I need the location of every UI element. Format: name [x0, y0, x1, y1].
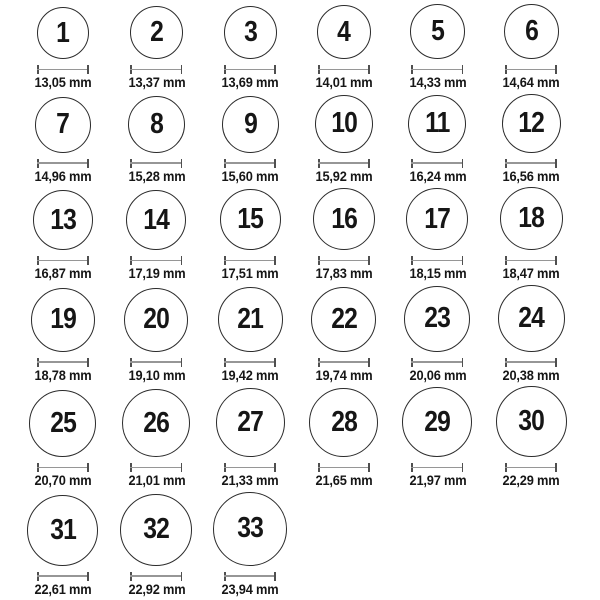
ring-circle [216, 388, 285, 457]
diameter-ruler [130, 463, 182, 472]
diameter-label: 18,15 mm [409, 266, 466, 282]
ring-circle [410, 4, 465, 59]
diameter-ruler [411, 463, 463, 472]
ring-size-cell [391, 286, 485, 387]
ruler-line [224, 260, 276, 262]
ruler-right-tick [462, 358, 464, 367]
diameter-label: 17,83 mm [315, 266, 373, 282]
diameter-label: 19,74 mm [315, 367, 373, 383]
ruler-right-tick [181, 572, 183, 581]
diameter-ruler [37, 463, 89, 472]
ring-circle [31, 288, 95, 352]
ruler-right-tick [555, 358, 557, 367]
ring-size-cell [203, 6, 297, 94]
diameter-label: 14,01 mm [315, 75, 373, 90]
ring-size-number: 9 [243, 107, 257, 140]
ruler-line [318, 69, 370, 71]
ring-size-cell [110, 288, 204, 387]
ruler-line [411, 260, 463, 262]
ring-size-number: 15 [237, 203, 264, 236]
diameter-ruler [130, 358, 182, 367]
ring-circle [29, 390, 96, 457]
ruler-right-tick [462, 65, 464, 74]
ruler-line [130, 467, 182, 469]
ruler-line [130, 69, 182, 71]
ring-circle [122, 389, 190, 457]
ring-size-number: 6 [524, 15, 538, 47]
ring-circle [496, 386, 567, 457]
diameter-label: 14,64 mm [502, 75, 560, 90]
ring-size-cell [203, 492, 297, 600]
diameter-ruler [37, 572, 89, 581]
ring-size-number: 2 [150, 16, 163, 48]
ring-size-cell [297, 188, 391, 285]
ring-size-cell [16, 97, 110, 188]
diameter-label: 18,47 mm [502, 266, 560, 282]
ring-circle [502, 94, 561, 153]
diameter-ruler [411, 358, 463, 367]
diameter-ruler [224, 572, 276, 581]
diameter-label: 16,56 mm [502, 168, 560, 184]
ruler-line [505, 361, 557, 363]
diameter-label: 14,33 mm [409, 75, 466, 90]
ruler-line [505, 260, 557, 262]
ruler-line [37, 162, 89, 164]
ruler-right-tick [555, 256, 557, 265]
diameter-ruler [505, 256, 557, 265]
ruler-line [411, 162, 463, 164]
ruler-line [224, 162, 276, 164]
diameter-ruler [37, 65, 89, 74]
ring-size-number: 4 [337, 15, 351, 48]
ring-circle [213, 492, 287, 566]
ring-circle [218, 287, 283, 352]
ring-size-cell [297, 5, 391, 94]
ring-size-number: 20 [143, 303, 170, 336]
diameter-ruler [224, 159, 276, 168]
diameter-label: 13,05 mm [34, 75, 92, 90]
ring-size-number: 31 [49, 513, 76, 546]
diameter-label: 20,70 mm [34, 473, 92, 489]
diameter-label: 19,42 mm [221, 367, 279, 383]
ring-circle [27, 495, 98, 566]
ring-circle [37, 7, 89, 59]
ruler-line [318, 260, 370, 262]
ruler-right-tick [181, 358, 183, 367]
diameter-label: 21,01 mm [128, 473, 185, 489]
diameter-label: 21,97 mm [409, 473, 466, 489]
ring-size-number: 11 [425, 107, 450, 140]
ring-size-cell [110, 494, 204, 600]
ruler-line [224, 69, 276, 71]
ring-size-cell [391, 188, 485, 285]
ruler-line [37, 575, 89, 577]
diameter-ruler [224, 463, 276, 472]
ring-size-cell [484, 4, 578, 94]
ring-size-number: 22 [330, 302, 357, 335]
ring-size-cell [391, 4, 485, 94]
diameter-ruler [318, 256, 370, 265]
ring-size-number: 21 [237, 302, 264, 335]
diameter-label: 19,10 mm [128, 367, 185, 383]
ruler-line [130, 575, 182, 577]
ring-size-cell [203, 287, 297, 387]
ring-circle [126, 190, 186, 250]
ruler-line [318, 467, 370, 469]
diameter-ruler [130, 572, 182, 581]
ruler-line [411, 69, 463, 71]
ruler-right-tick [181, 65, 183, 74]
diameter-ruler [505, 463, 557, 472]
diameter-ruler [318, 358, 370, 367]
ruler-line [505, 467, 557, 469]
ring-size-number: 16 [330, 202, 357, 235]
ring-size-cell [16, 190, 110, 285]
ring-circle [408, 95, 466, 153]
diameter-label: 15,60 mm [221, 168, 279, 184]
ruler-right-tick [368, 65, 370, 74]
diameter-label: 14,96 mm [34, 168, 92, 184]
diameter-label: 16,24 mm [409, 168, 466, 184]
diameter-ruler [411, 65, 463, 74]
ruler-line [224, 467, 276, 469]
ring-size-number: 17 [424, 202, 451, 235]
ruler-right-tick [274, 65, 276, 74]
ring-circle [311, 287, 376, 352]
ruler-right-tick [87, 358, 89, 367]
ring-size-cell [484, 386, 578, 492]
diameter-ruler [130, 159, 182, 168]
ring-size-cell [110, 190, 204, 285]
ruler-right-tick [555, 159, 557, 168]
ring-size-number: 29 [424, 405, 451, 438]
diameter-ruler [411, 256, 463, 265]
ring-size-cell [16, 7, 110, 94]
ring-size-number: 3 [243, 16, 257, 48]
ring-circle [315, 95, 373, 153]
diameter-label: 17,19 mm [128, 266, 185, 282]
diameter-label: 21,65 mm [315, 473, 373, 489]
diameter-ruler [505, 358, 557, 367]
diameter-label: 22,61 mm [34, 581, 92, 597]
ring-size-number: 1 [56, 16, 70, 49]
ring-size-number: 13 [49, 203, 76, 236]
ruler-line [224, 575, 276, 577]
ruler-right-tick [87, 572, 89, 581]
ruler-right-tick [87, 463, 89, 472]
diameter-ruler [505, 159, 557, 168]
diameter-label: 22,29 mm [502, 473, 560, 489]
diameter-ruler [224, 358, 276, 367]
diameter-ruler [224, 256, 276, 265]
ring-circle [222, 96, 279, 153]
diameter-label: 22,92 mm [128, 581, 185, 597]
ruler-right-tick [274, 463, 276, 472]
ruler-line [37, 260, 89, 262]
ring-circle [124, 288, 188, 352]
ring-circle [224, 6, 277, 59]
ring-size-cell [203, 388, 297, 492]
ruler-line [505, 69, 557, 71]
diameter-label: 15,28 mm [128, 168, 185, 184]
ring-size-number: 23 [424, 302, 451, 335]
ring-size-number: 28 [330, 406, 357, 439]
ruler-right-tick [555, 463, 557, 472]
diameter-ruler [130, 65, 182, 74]
ring-size-number: 7 [56, 108, 70, 141]
ruler-right-tick [181, 463, 183, 472]
ring-size-number: 25 [49, 407, 76, 440]
diameter-ruler [318, 159, 370, 168]
ring-size-cell [203, 189, 297, 285]
diameter-label: 15,92 mm [315, 168, 373, 184]
diameter-label: 20,06 mm [409, 367, 466, 383]
ring-circle [317, 5, 371, 59]
ruler-right-tick [368, 358, 370, 367]
ring-circle [128, 96, 185, 153]
ruler-line [318, 361, 370, 363]
ruler-line [224, 361, 276, 363]
diameter-ruler [224, 65, 276, 74]
ruler-line [505, 162, 557, 164]
ring-size-cell [484, 94, 578, 188]
ruler-line [130, 361, 182, 363]
diameter-label: 13,69 mm [221, 75, 279, 90]
ring-size-cell [391, 387, 485, 492]
diameter-label: 13,37 mm [128, 75, 185, 90]
ring-circle [130, 6, 183, 59]
ring-circle [402, 387, 472, 457]
ruler-right-tick [462, 256, 464, 265]
ring-size-number: 33 [237, 512, 264, 545]
diameter-label: 20,38 mm [502, 367, 560, 383]
ruler-right-tick [87, 256, 89, 265]
ring-size-number: 26 [143, 406, 170, 439]
ring-size-number: 18 [518, 202, 545, 235]
ruler-line [37, 467, 89, 469]
diameter-ruler [130, 256, 182, 265]
diameter-ruler [318, 65, 370, 74]
ring-size-cell [16, 288, 110, 387]
ring-circle [406, 188, 468, 250]
ring-size-number: 8 [150, 107, 163, 140]
ring-size-number: 32 [143, 513, 170, 546]
ruler-line [130, 260, 182, 262]
ruler-right-tick [368, 463, 370, 472]
ruler-line [37, 69, 89, 71]
diameter-ruler [411, 159, 463, 168]
ruler-line [411, 361, 463, 363]
ring-circle [313, 188, 375, 250]
ring-size-cell [391, 95, 485, 188]
diameter-label: 17,51 mm [221, 266, 279, 282]
ring-circle [498, 285, 565, 352]
ring-size-cell [484, 285, 578, 387]
ruler-line [37, 361, 89, 363]
ring-circle [404, 286, 470, 352]
ring-size-cell [16, 495, 110, 600]
ring-size-number: 30 [518, 405, 545, 438]
ruler-right-tick [181, 256, 183, 265]
ruler-right-tick [274, 256, 276, 265]
ruler-right-tick [274, 572, 276, 581]
ring-circle [504, 4, 559, 59]
ruler-right-tick [462, 159, 464, 168]
diameter-label: 21,33 mm [221, 473, 279, 489]
ring-circle [35, 97, 91, 153]
ring-size-number: 5 [431, 15, 444, 47]
ruler-right-tick [368, 159, 370, 168]
diameter-label: 23,94 mm [221, 581, 279, 597]
ring-size-number: 12 [518, 106, 545, 139]
diameter-label: 16,87 mm [34, 266, 92, 282]
ring-circle [120, 494, 192, 566]
ruler-right-tick [555, 65, 557, 74]
ring-size-cell [110, 6, 204, 94]
ring-size-cell [297, 287, 391, 387]
ruler-right-tick [368, 256, 370, 265]
ruler-line [411, 467, 463, 469]
ring-size-cell [16, 390, 110, 492]
ring-size-number: 24 [518, 301, 545, 334]
ring-size-cell [484, 187, 578, 285]
ruler-line [318, 162, 370, 164]
ruler-right-tick [181, 159, 183, 168]
ring-size-number: 27 [237, 406, 264, 439]
ring-circle [220, 189, 281, 250]
ring-size-cell [297, 388, 391, 492]
ring-size-number: 19 [49, 303, 76, 336]
ruler-right-tick [87, 65, 89, 74]
ruler-right-tick [274, 159, 276, 168]
ring-size-number: 10 [330, 107, 357, 140]
diameter-label: 18,78 mm [34, 367, 92, 383]
diameter-ruler [37, 256, 89, 265]
ring-size-cell [203, 96, 297, 188]
ruler-right-tick [462, 463, 464, 472]
ring-circle [33, 190, 93, 250]
ruler-right-tick [274, 358, 276, 367]
ring-size-cell [297, 95, 391, 188]
ring-size-cell [110, 389, 204, 492]
ring-size-number: 14 [143, 203, 170, 236]
ring-circle [500, 187, 563, 250]
ring-size-cell [110, 96, 204, 188]
ruler-right-tick [87, 159, 89, 168]
diameter-ruler [505, 65, 557, 74]
ruler-line [130, 162, 182, 164]
diameter-ruler [318, 463, 370, 472]
diameter-ruler [37, 358, 89, 367]
ring-circle [309, 388, 378, 457]
diameter-ruler [37, 159, 89, 168]
